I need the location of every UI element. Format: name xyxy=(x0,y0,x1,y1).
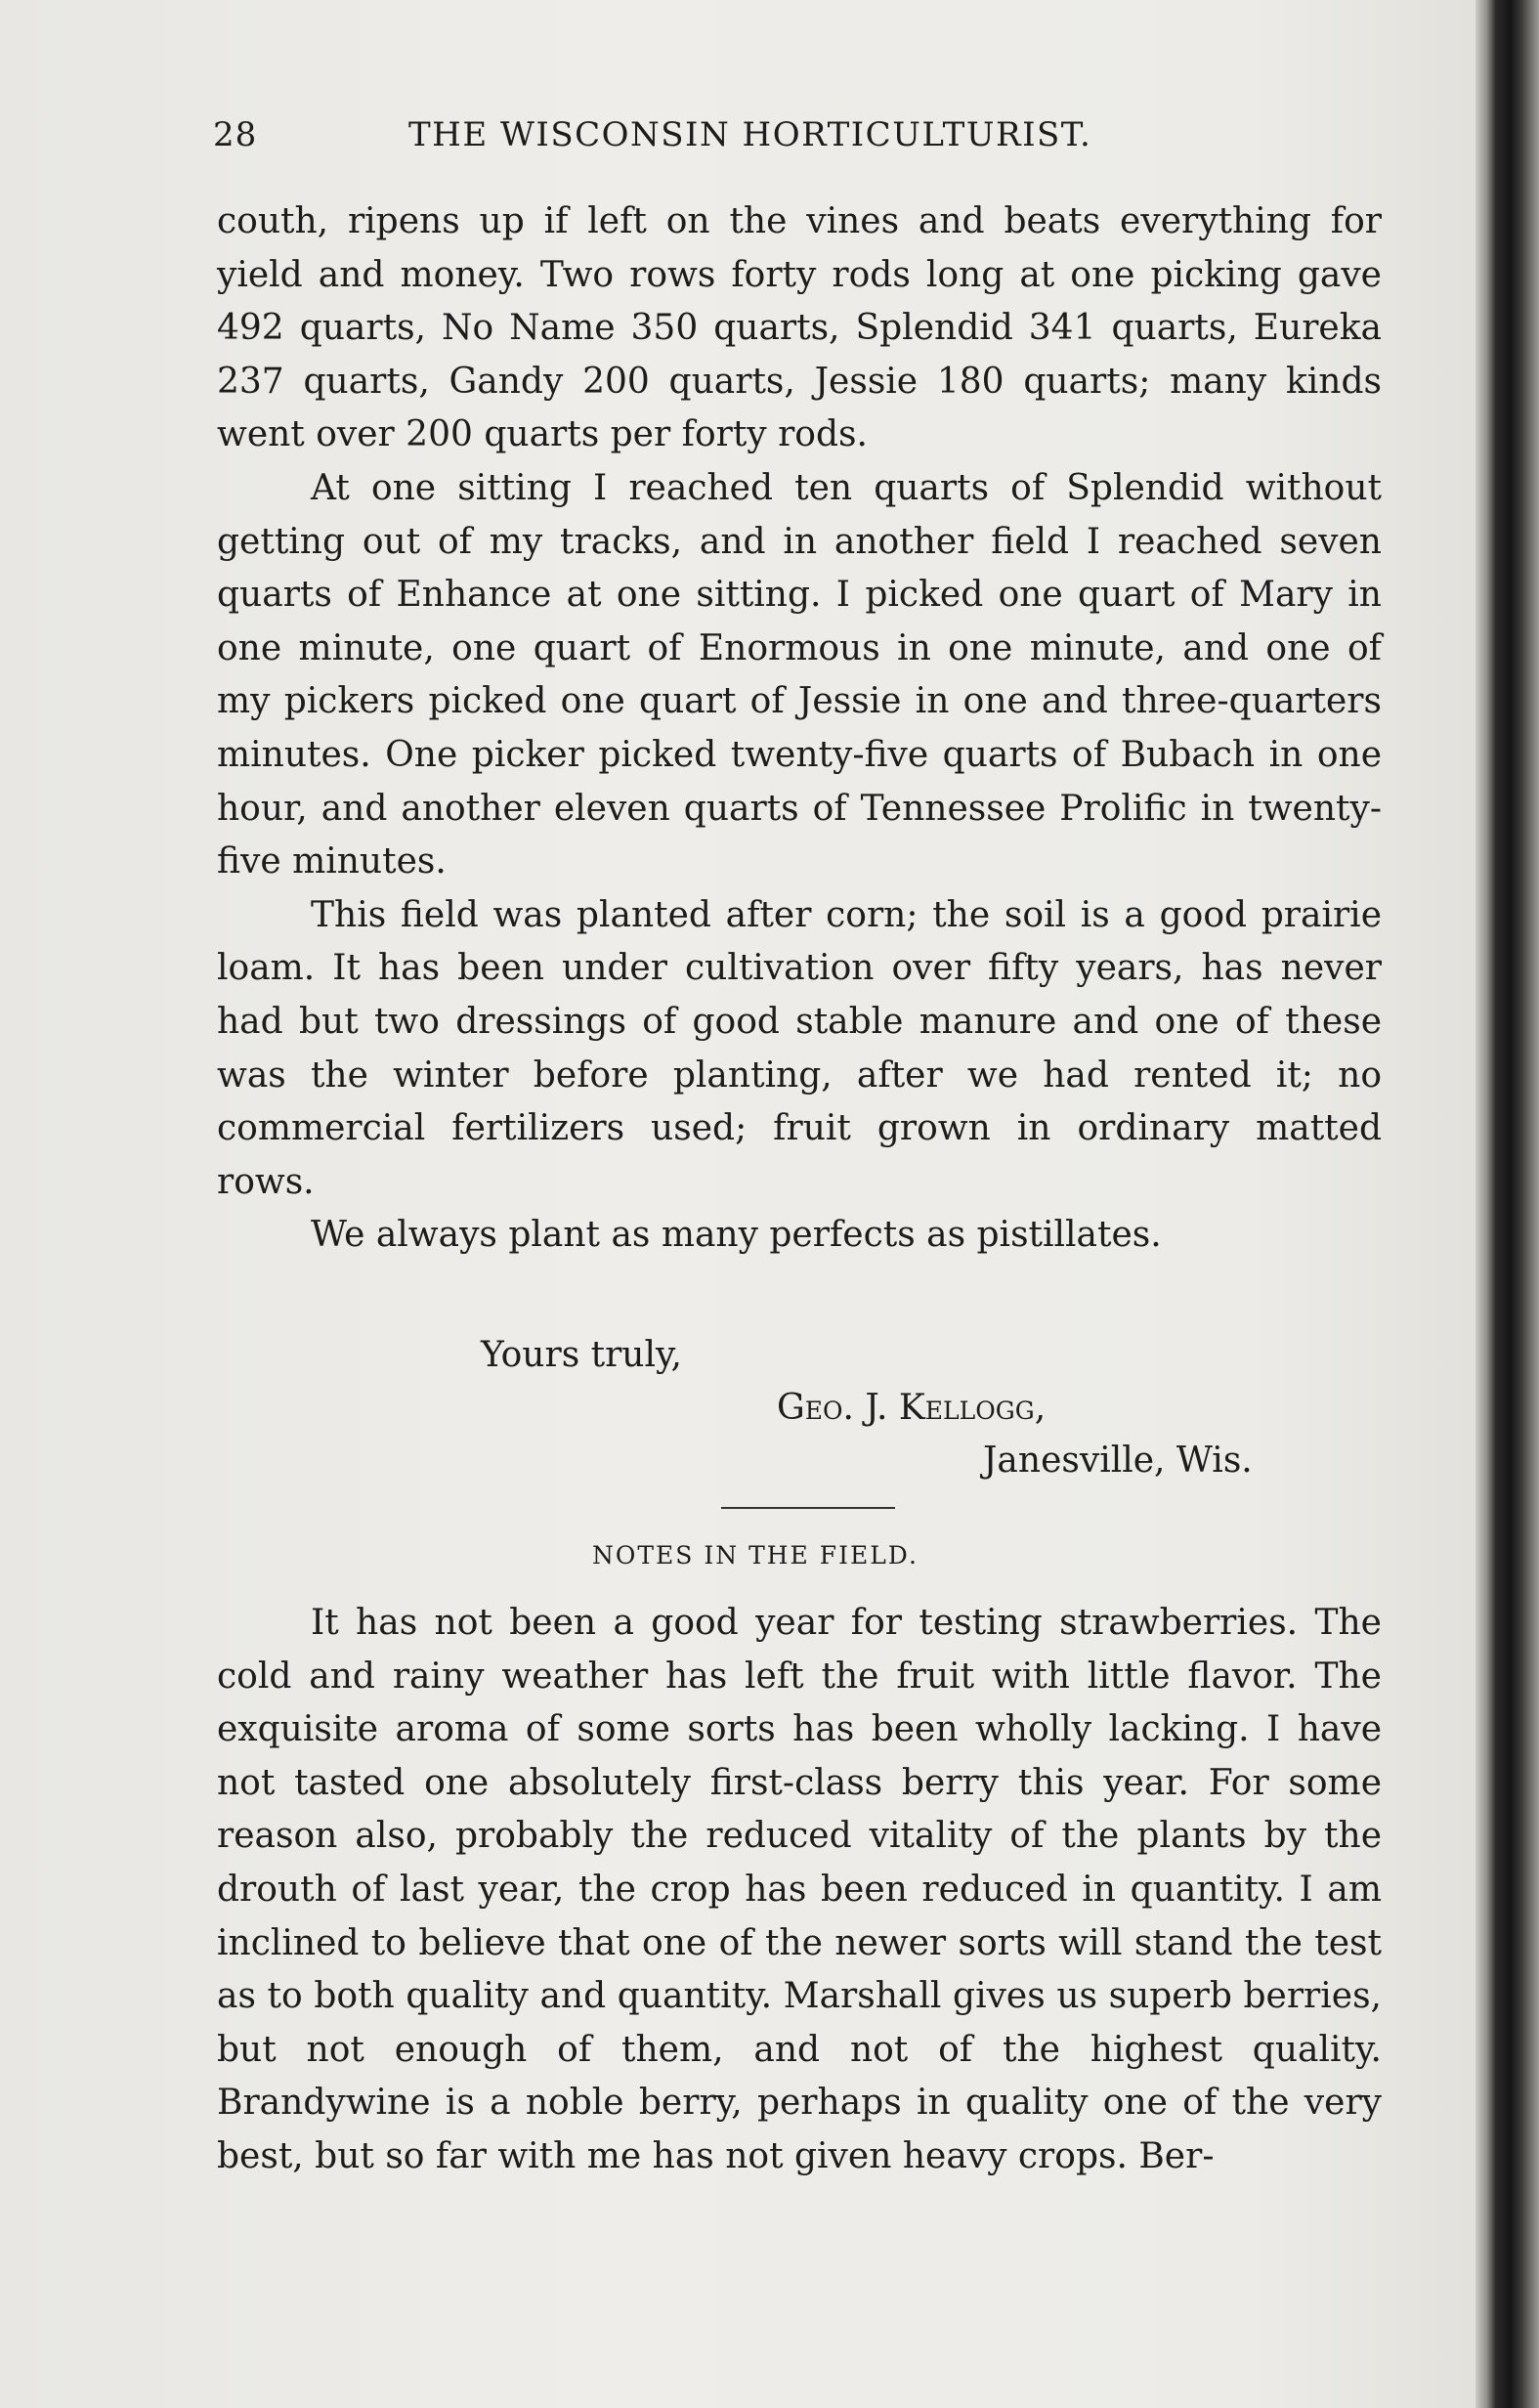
letter-body xyxy=(217,195,1382,1263)
paragraph: We always plant as many perfects as pistillates. xyxy=(311,1215,1162,1256)
section-heading: NOTES IN THE FIELD. xyxy=(592,1541,919,1570)
section-body xyxy=(217,1597,1382,2184)
paragraph: couth, ripens up if left on the vines and beats everything for yield and money. Two rows forty rods long at one picking gave 492 quarts, No Name 350 quarts, Splendid 341 quarts, Eureka 237 quarts, Gandy 200 quarts, Jessie 180 quarts; many kinds went over 200 quarts per forty rods. xyxy=(217,201,1382,455)
paragraph: At one sitting I reached ten quarts of Splendid without getting out of my tracks, and in another field I reached seven quarts of Enhance at one sitting. I picked one quart of Mary in one minute, one quart of Enormous in one minute, and one of my pickers picked one quart of Jessie in one and three-quarters minutes. One picker picked twenty-five quarts of Bubach in one hour, and another eleven quarts of Tennessee Prolific in twenty-five minutes. xyxy=(217,467,1382,882)
book-spine-edge xyxy=(1475,0,1539,2408)
signature-location: Janesville, Wis. xyxy=(983,1440,1253,1481)
paragraph: It has not been a good year for testing strawberries. The cold and rainy weather has left the fruit with little flavor. The exquisite aroma of some sorts has been wholly lacking. I have not tasted one absolutely first-class berry this year. For some reason also, probably the reduced vitality of the plants by the drouth of last year, the crop has been reduced in quantity. I am inclined to believe that one of the newer sorts will stand the test as to both quality and quantity. Marshall gives us superb berries, but not enough of them, and not of the highest quality. Brandywine is a noble berry, perhaps in quality one of the very best, but so far with me has not given heavy crops. Ber- xyxy=(217,1603,1382,2176)
page-number: 28 xyxy=(213,115,258,154)
page-header xyxy=(213,115,1200,164)
paragraph: This field was planted after corn; the soil is a good prairie loam. It has been under cultivation over fifty years, has never had but two dressings of good stable manure and one of these was the winter before planting, after we had rented it; no commercial fertilizers used; fruit grown in ordinary matted rows. xyxy=(217,894,1382,1202)
running-title: THE WISCONSIN HORTICULTURIST. xyxy=(408,115,1092,154)
closing-salutation: Yours truly, xyxy=(481,1335,682,1375)
section-divider xyxy=(721,1507,895,1509)
signature: Geo. J. Kellogg, xyxy=(777,1388,1047,1428)
